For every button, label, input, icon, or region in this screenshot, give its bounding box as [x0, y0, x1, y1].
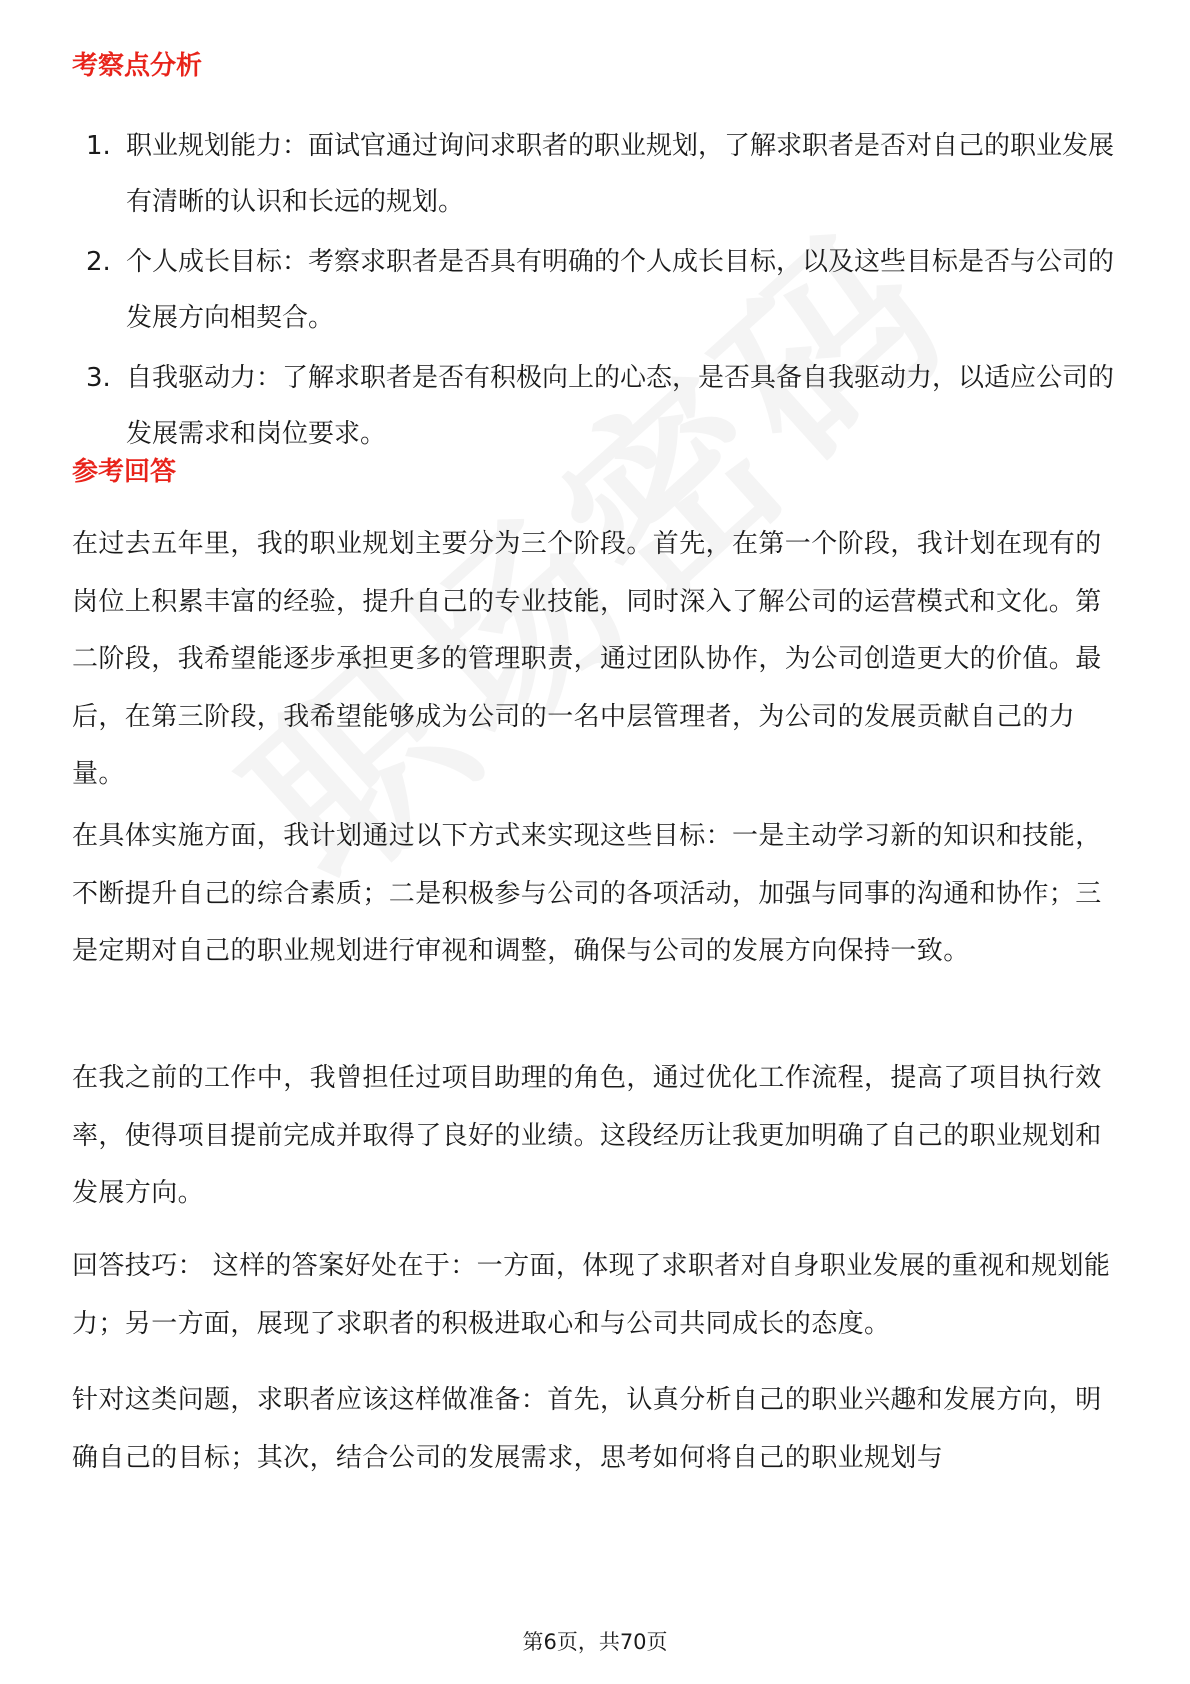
list-number: 2. [86, 247, 111, 277]
page-number: 第6页，共70页 [522, 1630, 668, 1654]
list-text: 自我驱动力：了解求职者是否有积极向上的心态，是否具备自我驱动力，以适应公司的发展需求和岗位要求。 [126, 363, 1115, 449]
answer-heading: 参考回答 [72, 457, 177, 487]
list-item [72, 350, 1118, 462]
list-number: 1. [86, 131, 111, 161]
tips-paragraph: 回答技巧： 这样的答案好处在于：一方面，体现了求职者对自身职业发展的重视和规划能力；另一方面，展现了求职者的积极进取心和与公司共同成长的态度。 [72, 1251, 1111, 1339]
list-text: 职业规划能力：面试官通过询问求职者的职业规划，了解求职者是否对自己的职业发展有清晰的认识和长远的规划。 [126, 131, 1115, 217]
analysis-heading: 考察点分析 [72, 51, 203, 81]
answer-paragraph: 在过去五年里，我的职业规划主要分为三个阶段。首先，在第一个阶段，我计划在现有的岗位上积累丰富的经验，提升自己的专业技能，同时深入了解公司的运营模式和文化。第二阶段，我希望能逐步承担更多的管理职责，通过团队协作，为公司创造更大的价值。最后，在第三阶段，我希望能够成为公司的一名中层管理者，为公司的发展贡献自己的力量。 [72, 529, 1102, 789]
list-text: 个人成长目标：考察求职者是否具有明确的个人成长目标，以及这些目标是否与公司的发展方向相契合。 [126, 247, 1115, 333]
answer-paragraph: 在具体实施方面，我计划通过以下方式来实现这些目标：一是主动学习新的知识和技能，不断提升自己的综合素质；二是积极参与公司的各项活动，加强与同事的沟通和协作；三是定期对自己的职业规划进行审视和调整，确保与公司的发展方向保持一致。 [72, 821, 1102, 966]
list-item [72, 234, 1118, 346]
analysis-list [72, 118, 1118, 466]
list-number: 3. [86, 363, 111, 393]
list-item [72, 118, 1118, 230]
preparation-paragraph: 针对这类问题，求职者应该这样做准备：首先，认真分析自己的职业兴趣和发展方向，明确自己的目标；其次，结合公司的发展需求，思考如何将自己的职业规划与 [72, 1385, 1102, 1473]
answer-paragraph: 在我之前的工作中，我曾担任过项目助理的角色，通过优化工作流程，提高了项目执行效率，使得项目提前完成并取得了良好的业绩。这段经历让我更加明确了自己的职业规划和发展方向。 [72, 1063, 1102, 1208]
